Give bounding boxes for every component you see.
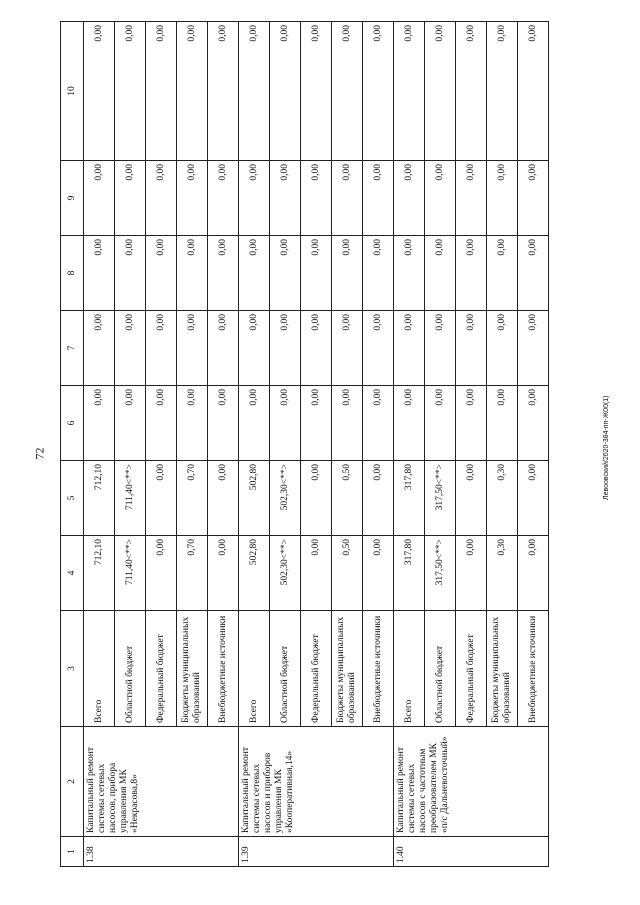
value-cell: 0,00 xyxy=(425,386,456,461)
funding-source: Федеральный бюджет xyxy=(456,611,487,727)
value-cell: 0,00 xyxy=(208,161,239,236)
value-cell: 0,00 xyxy=(363,22,394,161)
value-cell: 711,40<**> xyxy=(115,461,146,536)
value-cell: 0,30 xyxy=(487,536,518,611)
value-cell: 0,00 xyxy=(84,22,115,161)
value-cell: 0,00 xyxy=(177,311,208,386)
value-cell: 0,00 xyxy=(146,22,177,161)
value-cell: 0,00 xyxy=(270,22,301,161)
value-cell: 317,80 xyxy=(394,536,425,611)
value-cell: 0,00 xyxy=(84,311,115,386)
table-row xyxy=(84,22,115,867)
value-cell: 0,00 xyxy=(456,461,487,536)
value-cell: 0,30 xyxy=(487,461,518,536)
funding-source: Федеральный бюджет xyxy=(146,611,177,727)
funding-source: Внебюджетные источники xyxy=(208,611,239,727)
value-cell: 0,00 xyxy=(518,236,549,311)
value-cell: 0,00 xyxy=(239,22,270,161)
table-row xyxy=(394,22,425,867)
value-cell: 0,00 xyxy=(363,536,394,611)
funding-source: Бюджеты муниципальных образований xyxy=(177,611,208,727)
funding-source: Бюджеты муниципальных образований xyxy=(332,611,363,727)
value-cell: 502,80 xyxy=(239,536,270,611)
item-name: Капитальный ремонт системы сетевых насосов, прибора управления МК «Некрасова,8» xyxy=(84,727,239,837)
value-cell: 0,00 xyxy=(146,236,177,311)
value-cell: 0,00 xyxy=(518,22,549,161)
value-cell: 0,00 xyxy=(487,386,518,461)
value-cell: 0,50 xyxy=(332,461,363,536)
value-cell: 0,00 xyxy=(363,236,394,311)
value-cell: 0,00 xyxy=(301,536,332,611)
value-cell: 0,00 xyxy=(177,22,208,161)
value-cell: 0,00 xyxy=(84,386,115,461)
value-cell: 0,00 xyxy=(518,161,549,236)
value-cell: 0,00 xyxy=(518,461,549,536)
funding-source: Всего xyxy=(239,611,270,727)
value-cell: 0,00 xyxy=(146,536,177,611)
funding-source: Бюджеты муниципальных образований xyxy=(487,611,518,727)
column-header: 6 xyxy=(61,386,84,461)
document-code: Левоовский/2020-384-пп-Ж00(1) xyxy=(603,395,610,500)
value-cell: 0,00 xyxy=(456,386,487,461)
column-header: 9 xyxy=(61,161,84,236)
value-cell: 0,00 xyxy=(239,386,270,461)
column-header: 3 xyxy=(61,611,84,727)
column-header: 8 xyxy=(61,236,84,311)
table-body xyxy=(84,22,549,867)
value-cell: 0,00 xyxy=(332,236,363,311)
column-header: 4 xyxy=(61,536,84,611)
value-cell: 502,80 xyxy=(239,461,270,536)
value-cell: 0,00 xyxy=(301,161,332,236)
value-cell: 0,00 xyxy=(208,22,239,161)
value-cell: 0,00 xyxy=(301,311,332,386)
value-cell: 0,00 xyxy=(456,236,487,311)
item-name: Капитальный ремонт системы сетевых насосов с частотным преобразователем МК «п/с Дальневосточный» xyxy=(394,727,549,837)
value-cell: 0,50 xyxy=(332,536,363,611)
item-number: 1.40 xyxy=(394,837,549,867)
page-number: 72 xyxy=(32,447,47,460)
value-cell: 0,00 xyxy=(394,22,425,161)
column-header: 7 xyxy=(61,311,84,386)
value-cell: 0,00 xyxy=(363,386,394,461)
funding-source: Всего xyxy=(394,611,425,727)
value-cell: 0,00 xyxy=(518,536,549,611)
value-cell: 0,00 xyxy=(146,386,177,461)
value-cell: 0,00 xyxy=(332,161,363,236)
funding-source: Внебюджетные источники xyxy=(518,611,549,727)
funding-source: Всего xyxy=(84,611,115,727)
value-cell: 317,80 xyxy=(394,461,425,536)
column-header: 10 xyxy=(61,22,84,161)
column-header: 1 xyxy=(61,837,84,867)
value-cell: 0,00 xyxy=(146,461,177,536)
value-cell: 502,30<**> xyxy=(270,536,301,611)
funding-source: Областной бюджет xyxy=(425,611,456,727)
value-cell: 0,00 xyxy=(394,386,425,461)
value-cell: 0,00 xyxy=(270,236,301,311)
value-cell: 0,00 xyxy=(177,386,208,461)
value-cell: 317,50<**> xyxy=(425,461,456,536)
value-cell: 0,00 xyxy=(115,311,146,386)
value-cell: 0,00 xyxy=(487,161,518,236)
value-cell: 0,00 xyxy=(363,311,394,386)
value-cell: 0,70 xyxy=(177,461,208,536)
value-cell: 0,00 xyxy=(239,311,270,386)
value-cell: 0,00 xyxy=(208,386,239,461)
value-cell: 712,10 xyxy=(84,461,115,536)
value-cell: 0,00 xyxy=(177,161,208,236)
item-number: 1.39 xyxy=(239,837,394,867)
value-cell: 0,00 xyxy=(301,461,332,536)
value-cell: 0,00 xyxy=(425,236,456,311)
funding-source: Областной бюджет xyxy=(270,611,301,727)
item-name: Капитальный ремонт системы сетевых насосов и приборов управления МК «Кооперативная,14» xyxy=(239,727,394,837)
value-cell: 0,00 xyxy=(363,161,394,236)
value-cell: 0,00 xyxy=(115,236,146,311)
value-cell: 0,00 xyxy=(332,311,363,386)
value-cell: 0,00 xyxy=(332,386,363,461)
value-cell: 0,00 xyxy=(115,161,146,236)
value-cell: 0,00 xyxy=(146,311,177,386)
table-row xyxy=(239,22,270,867)
value-cell: 0,00 xyxy=(239,161,270,236)
column-header: 5 xyxy=(61,461,84,536)
value-cell: 0,00 xyxy=(84,161,115,236)
column-header: 2 xyxy=(61,727,84,837)
value-cell: 0,00 xyxy=(115,386,146,461)
value-cell: 0,00 xyxy=(456,536,487,611)
value-cell: 0,00 xyxy=(270,161,301,236)
value-cell: 711,40<**> xyxy=(115,536,146,611)
value-cell: 712,10 xyxy=(84,536,115,611)
value-cell: 0,00 xyxy=(518,311,549,386)
item-number: 1.38 xyxy=(84,837,239,867)
value-cell: 0,00 xyxy=(208,536,239,611)
value-cell: 0,00 xyxy=(456,161,487,236)
value-cell: 0,00 xyxy=(301,386,332,461)
value-cell: 0,00 xyxy=(115,22,146,161)
funding-source: Внебюджетные источники xyxy=(363,611,394,727)
value-cell: 0,00 xyxy=(425,22,456,161)
value-cell: 0,00 xyxy=(518,386,549,461)
value-cell: 0,00 xyxy=(363,461,394,536)
value-cell: 0,70 xyxy=(177,536,208,611)
value-cell: 0,00 xyxy=(425,161,456,236)
value-cell: 0,00 xyxy=(332,22,363,161)
value-cell: 0,00 xyxy=(487,311,518,386)
funding-source: Областной бюджет xyxy=(115,611,146,727)
table-header xyxy=(61,22,84,867)
value-cell: 0,00 xyxy=(84,236,115,311)
value-cell: 0,00 xyxy=(301,22,332,161)
value-cell: 317,50<**> xyxy=(425,536,456,611)
value-cell: 0,00 xyxy=(394,311,425,386)
value-cell: 0,00 xyxy=(208,461,239,536)
value-cell: 0,00 xyxy=(177,236,208,311)
value-cell: 0,00 xyxy=(487,236,518,311)
value-cell: 0,00 xyxy=(239,236,270,311)
value-cell: 502,30<**> xyxy=(270,461,301,536)
value-cell: 0,00 xyxy=(425,311,456,386)
value-cell: 0,00 xyxy=(208,311,239,386)
value-cell: 0,00 xyxy=(394,161,425,236)
value-cell: 0,00 xyxy=(487,22,518,161)
funding-source: Федеральный бюджет xyxy=(301,611,332,727)
value-cell: 0,00 xyxy=(270,386,301,461)
value-cell: 0,00 xyxy=(270,311,301,386)
header-row xyxy=(61,22,84,867)
value-cell: 0,00 xyxy=(394,236,425,311)
value-cell: 0,00 xyxy=(456,22,487,161)
value-cell: 0,00 xyxy=(456,311,487,386)
budget-table xyxy=(60,21,549,867)
value-cell: 0,00 xyxy=(146,161,177,236)
rotated-table-wrapper xyxy=(60,22,626,867)
value-cell: 0,00 xyxy=(208,236,239,311)
value-cell: 0,00 xyxy=(301,236,332,311)
